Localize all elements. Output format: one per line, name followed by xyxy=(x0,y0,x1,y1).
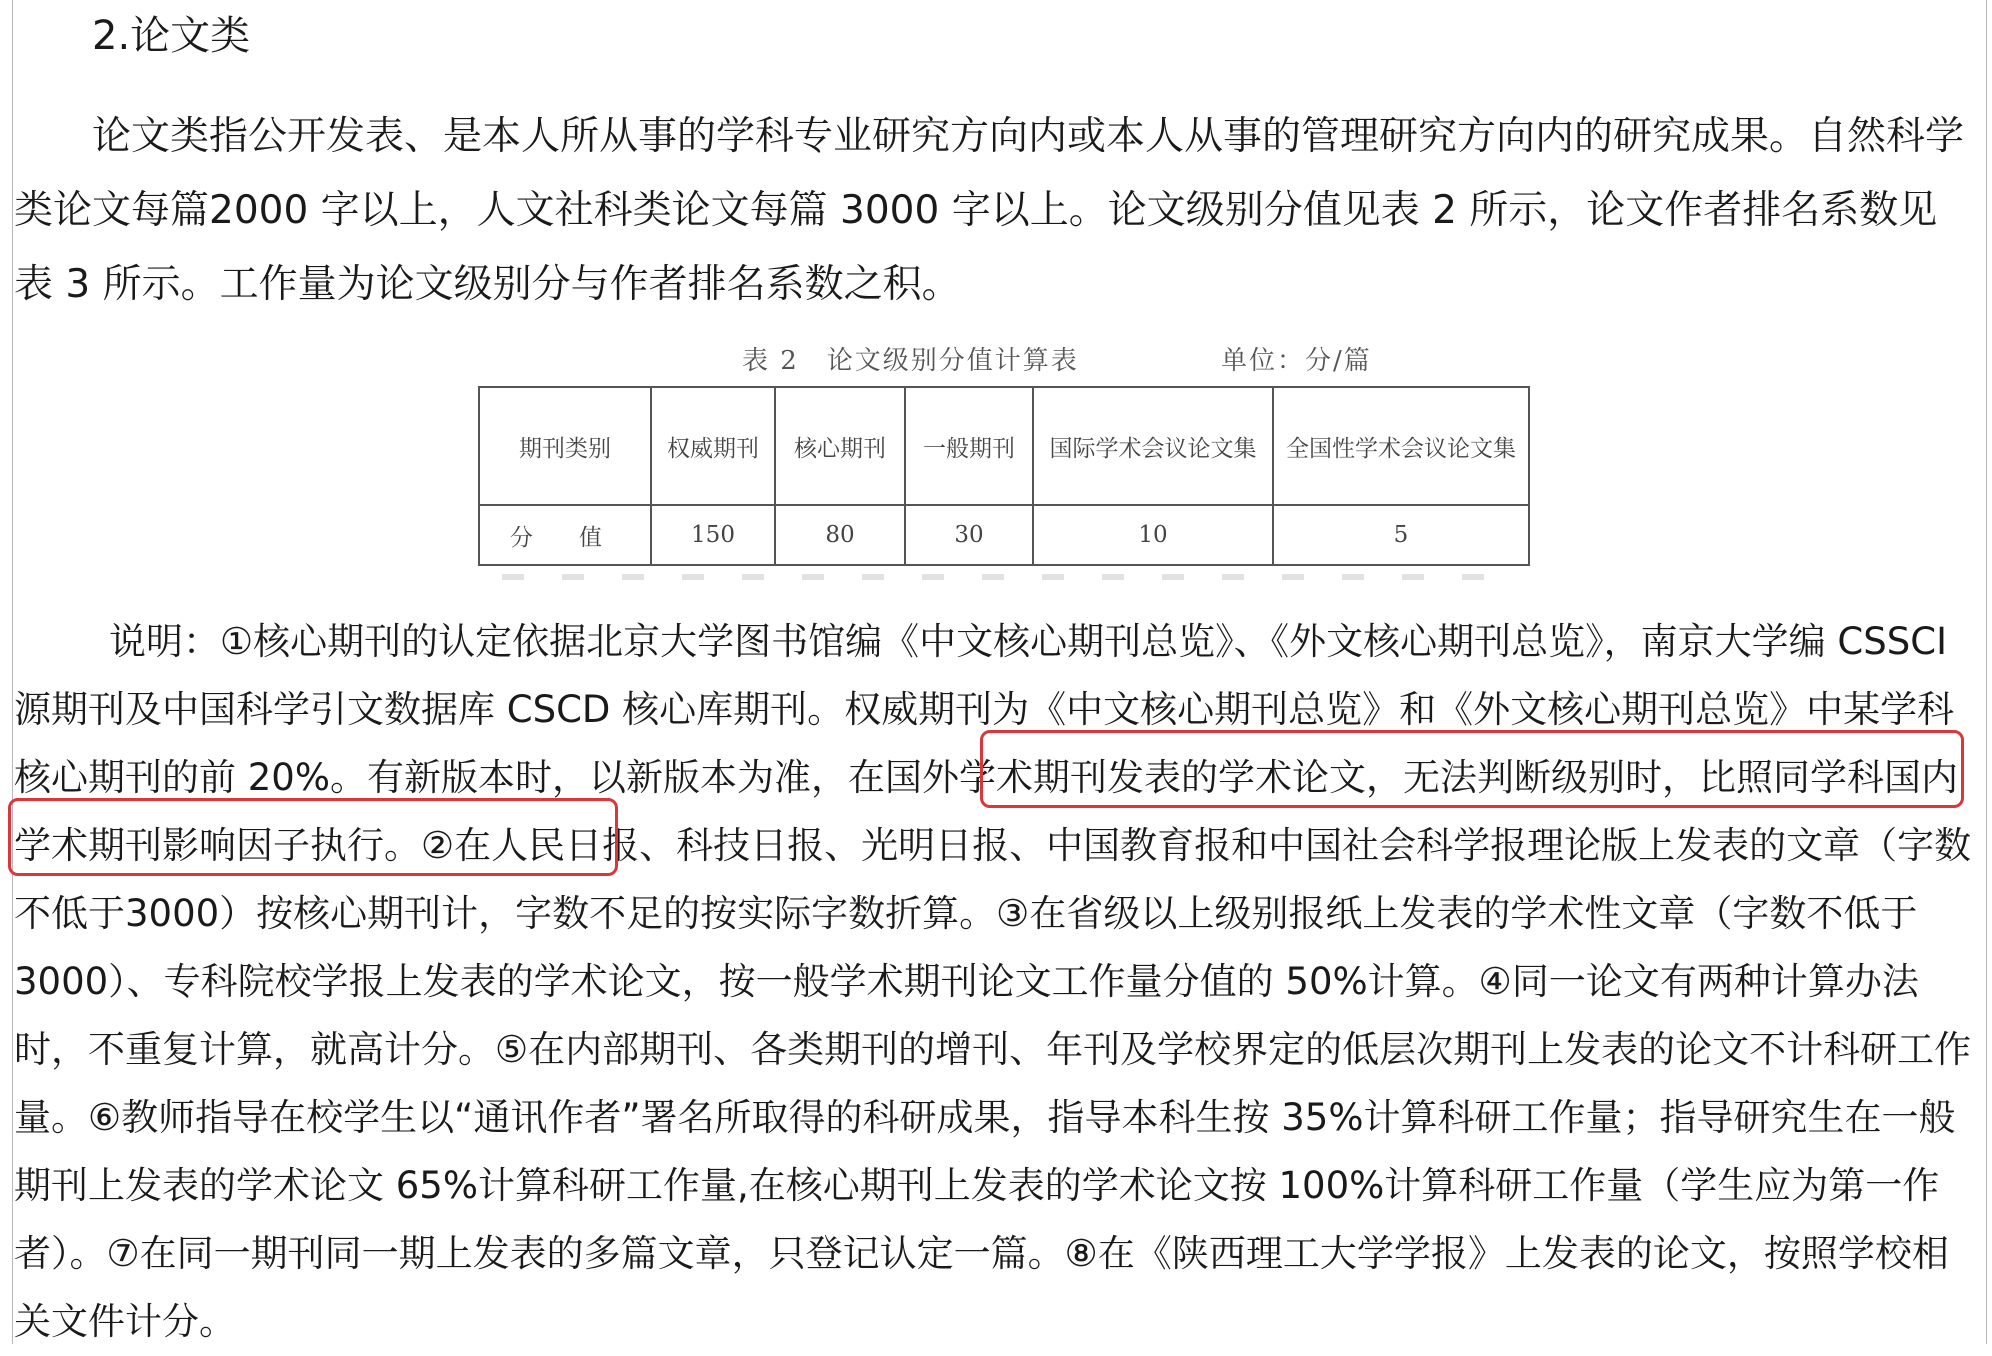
table-cell: 80 xyxy=(775,505,905,565)
highlight-box-line2 xyxy=(8,798,618,876)
table-row-label: 分 值 xyxy=(479,505,651,565)
section-heading: 2.论文类 xyxy=(92,13,251,59)
note-text-before: 说明：①核心期刊的认定依据北京大学图书馆编《中文核心期刊总览》、《外文核心期刊总览》，南京大学编 CSSCI 源期刊及中国科学引文数据库 CSCD 核心库期刊。权威期刊为《中文核心期刊总览》和《外文核心期刊总览》中某学科核心期刊的前 20%。有新版本时，以新版本为准 xyxy=(14,620,1955,799)
table-cell: 150 xyxy=(651,505,775,565)
note-paragraph xyxy=(14,608,1974,1356)
table-value-row xyxy=(479,505,1529,565)
scanned-table-image xyxy=(472,334,1538,590)
score-table xyxy=(478,386,1530,566)
highlight-box-line1 xyxy=(980,730,1964,808)
note-text-highlighted: ，在国外学术期刊发表的学术论文，无法判断级别时，比照同学科国内学术期刊影响因子执行。 xyxy=(14,756,1958,867)
page-border-right xyxy=(1986,0,1987,1344)
table-header-cell: 国际学术会议论文集 xyxy=(1033,387,1273,505)
page-border-left xyxy=(12,0,13,1344)
table-caption xyxy=(742,340,1372,377)
table-header-cell: 全国性学术会议论文集 xyxy=(1273,387,1529,505)
table-header-cell: 核心期刊 xyxy=(775,387,905,505)
table-cell: 30 xyxy=(905,505,1033,565)
table-cell: 10 xyxy=(1033,505,1273,565)
table-header-cell: 一般期刊 xyxy=(905,387,1033,505)
table-header-row xyxy=(479,387,1529,505)
table-header-cell: 期刊类别 xyxy=(479,387,651,505)
table-caption-title: 表 2 论文级别分值计算表 xyxy=(742,346,1079,376)
table-cell: 5 xyxy=(1273,505,1529,565)
intro-paragraph: 论文类指公开发表、是本人所从事的学科专业研究方向内或本人从事的管理研究方向内的研究成果。自然科学类论文每篇2000 字以上，人文社科类论文每篇 3000 字以上。论文级别分值见表 2 所示，论文作者排名系数见表 3 所示。工作量为论文级别分与作者排名系数之积。 xyxy=(14,114,1965,307)
note-text-after: ②在人民日报、科技日报、光明日报、中国教育报和中国社会科学报理论版上发表的文章（字数不低于3000）按核心期刊计，字数不足的按实际字数折算。③在省级以上级别报纸上发表的学术性文章（字数不低于3000）、专科院校学报上发表的学术论文，按一般学术期刊论文工作量分值的 50%计算。④同一论文有两种计算办法时，不重复计算，就高计分。⑤在内部期刊、各类期刊的增刊、年刊及学校界定的低层次期刊上发表的论文不计科研工作量。⑥教师指导在校学生以“通讯作者”署名所取得的科研成果，指导本科生按 35%计算科研工作量；指导研究生在一般期刊上发表的学术论文 65%计算科研工作量,在核心期刊上发表的学术论文按 100%计算科研工作量（学生应为第一作者）。⑦在同一期刊同一期上发表的多篇文章，只登记认定一篇。⑧在《陕西理工大学学报》上发表的论文，按照学校相关文件计分。 xyxy=(14,824,1972,1343)
table-unit: 单位：分/篇 xyxy=(1221,346,1372,376)
cropped-text-residue xyxy=(502,574,1522,580)
table-header-cell: 权威期刊 xyxy=(651,387,775,505)
